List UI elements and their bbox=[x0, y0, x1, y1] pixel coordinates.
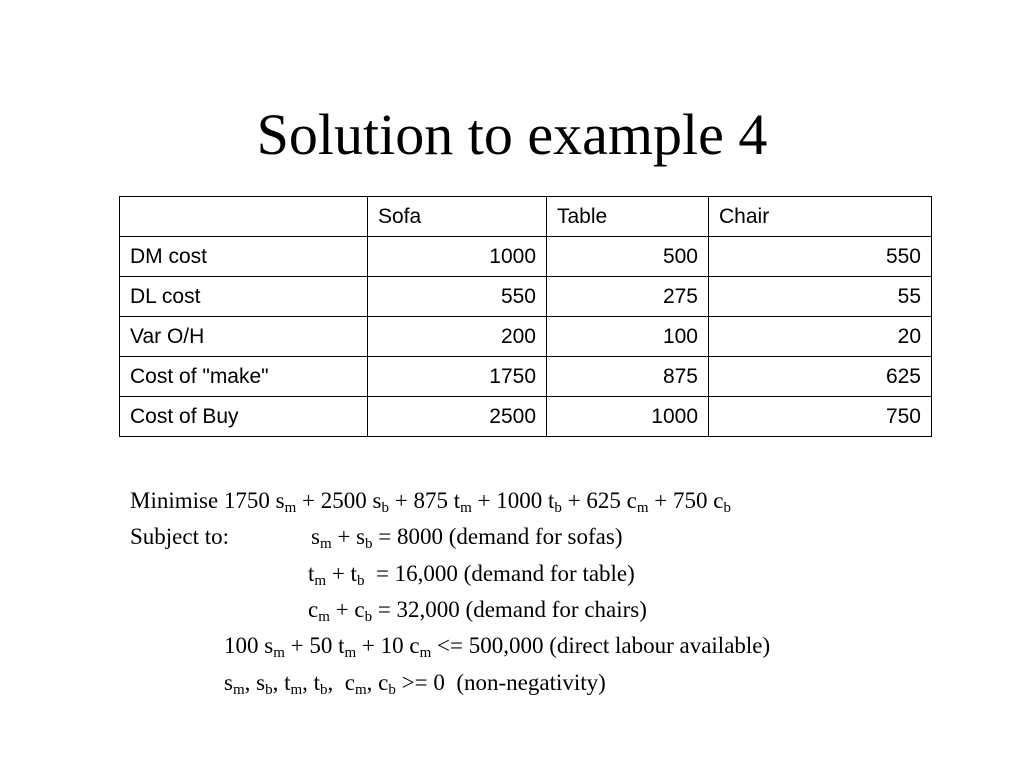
constraint-text: s bbox=[224, 670, 233, 695]
constraint-text: s bbox=[311, 524, 320, 549]
slide-title: Solution to example 4 bbox=[256, 102, 768, 167]
objective-text: Minimise 1750 s bbox=[130, 488, 285, 513]
cost-table bbox=[119, 196, 932, 437]
row-label: Cost of "make" bbox=[120, 357, 368, 397]
subscript: m bbox=[232, 682, 245, 698]
subject-to-label: Subject to: bbox=[130, 524, 230, 549]
chair-value: 625 bbox=[709, 357, 932, 397]
subscript: b bbox=[381, 500, 389, 516]
objective-text: + 2500 s bbox=[296, 488, 382, 513]
sofa-value: 1750 bbox=[368, 357, 547, 397]
constraint-text: , c bbox=[366, 670, 389, 695]
subscript: m bbox=[419, 645, 432, 661]
subscript: b bbox=[356, 573, 365, 589]
table-row bbox=[120, 237, 932, 277]
constraint-chairs bbox=[308, 592, 647, 628]
row-label: Var O/H bbox=[120, 317, 368, 357]
chair-value: 550 bbox=[709, 237, 932, 277]
header-empty bbox=[120, 197, 368, 237]
constraint-text: + c bbox=[329, 597, 365, 622]
constraint-labour bbox=[224, 628, 770, 664]
sofa-value: 2500 bbox=[368, 397, 547, 437]
header-table: Table bbox=[547, 197, 709, 237]
chair-value: 750 bbox=[709, 397, 932, 437]
subscript: b bbox=[364, 609, 373, 625]
table-row bbox=[120, 397, 932, 437]
subscript: m bbox=[355, 682, 367, 698]
row-label: Cost of Buy bbox=[120, 397, 368, 437]
subscript: m bbox=[344, 645, 357, 661]
sofa-value: 1000 bbox=[368, 237, 547, 277]
constraint-text: = 32,000 (demand for chairs) bbox=[372, 597, 647, 622]
subscript: b bbox=[365, 536, 373, 552]
constraint-text: , c bbox=[327, 670, 355, 695]
subscript: m bbox=[318, 609, 330, 625]
objective-text: + 875 t bbox=[388, 488, 461, 513]
subscript: b bbox=[554, 500, 562, 516]
subscript: m bbox=[290, 682, 303, 698]
subscript: m bbox=[636, 500, 649, 516]
constraint-text: c bbox=[308, 597, 319, 622]
constraint-text: + s bbox=[331, 524, 366, 549]
constraint-text: , s bbox=[244, 670, 266, 695]
constraint-text: t bbox=[308, 561, 315, 586]
objective-text: + 750 c bbox=[648, 488, 724, 513]
subscript: b bbox=[265, 682, 273, 698]
objective-text: + 625 c bbox=[561, 488, 637, 513]
table-row bbox=[120, 277, 932, 317]
constraint-text: + 50 t bbox=[284, 633, 345, 658]
row-label: DL cost bbox=[120, 277, 368, 317]
constraint-text: , t bbox=[302, 670, 321, 695]
constraint-text: <= 500,000 (direct labour available) bbox=[431, 633, 771, 658]
header-chair: Chair bbox=[709, 197, 932, 237]
table-value: 875 bbox=[547, 357, 709, 397]
table-value: 100 bbox=[547, 317, 709, 357]
table-value: 500 bbox=[547, 237, 709, 277]
constraint-sofas bbox=[311, 519, 622, 555]
constraint-text: >= 0 (non-negativity) bbox=[395, 670, 606, 695]
subscript: m bbox=[284, 500, 297, 516]
constraint-text: + 10 c bbox=[356, 633, 420, 658]
subscript: m bbox=[273, 645, 285, 661]
constraint-nonnegativity bbox=[224, 665, 606, 701]
chair-value: 55 bbox=[709, 277, 932, 317]
constraint-text: , t bbox=[272, 670, 291, 695]
sofa-value: 550 bbox=[368, 277, 547, 317]
table-row bbox=[120, 317, 932, 357]
constraint-text: = 16,000 (demand for table) bbox=[364, 561, 635, 586]
table-value: 1000 bbox=[547, 397, 709, 437]
constraint-text: = 8000 (demand for sofas) bbox=[372, 524, 623, 549]
subscript: b bbox=[388, 682, 396, 698]
row-label: DM cost bbox=[120, 237, 368, 277]
chair-value: 20 bbox=[709, 317, 932, 357]
subscript: m bbox=[314, 573, 327, 589]
subscript: m bbox=[319, 536, 332, 552]
sofa-value: 200 bbox=[368, 317, 547, 357]
subscript: b bbox=[320, 682, 328, 698]
objective-line bbox=[130, 483, 731, 519]
table-header-row bbox=[120, 197, 932, 237]
constraint-text: 100 s bbox=[224, 633, 274, 658]
header-sofa: Sofa bbox=[368, 197, 547, 237]
subscript: m bbox=[460, 500, 472, 516]
objective-text: + 1000 t bbox=[471, 488, 555, 513]
constraint-text: + t bbox=[326, 561, 357, 586]
table-row bbox=[120, 357, 932, 397]
table-value: 275 bbox=[547, 277, 709, 317]
subscript: b bbox=[723, 500, 731, 516]
constraint-tables bbox=[308, 556, 635, 592]
